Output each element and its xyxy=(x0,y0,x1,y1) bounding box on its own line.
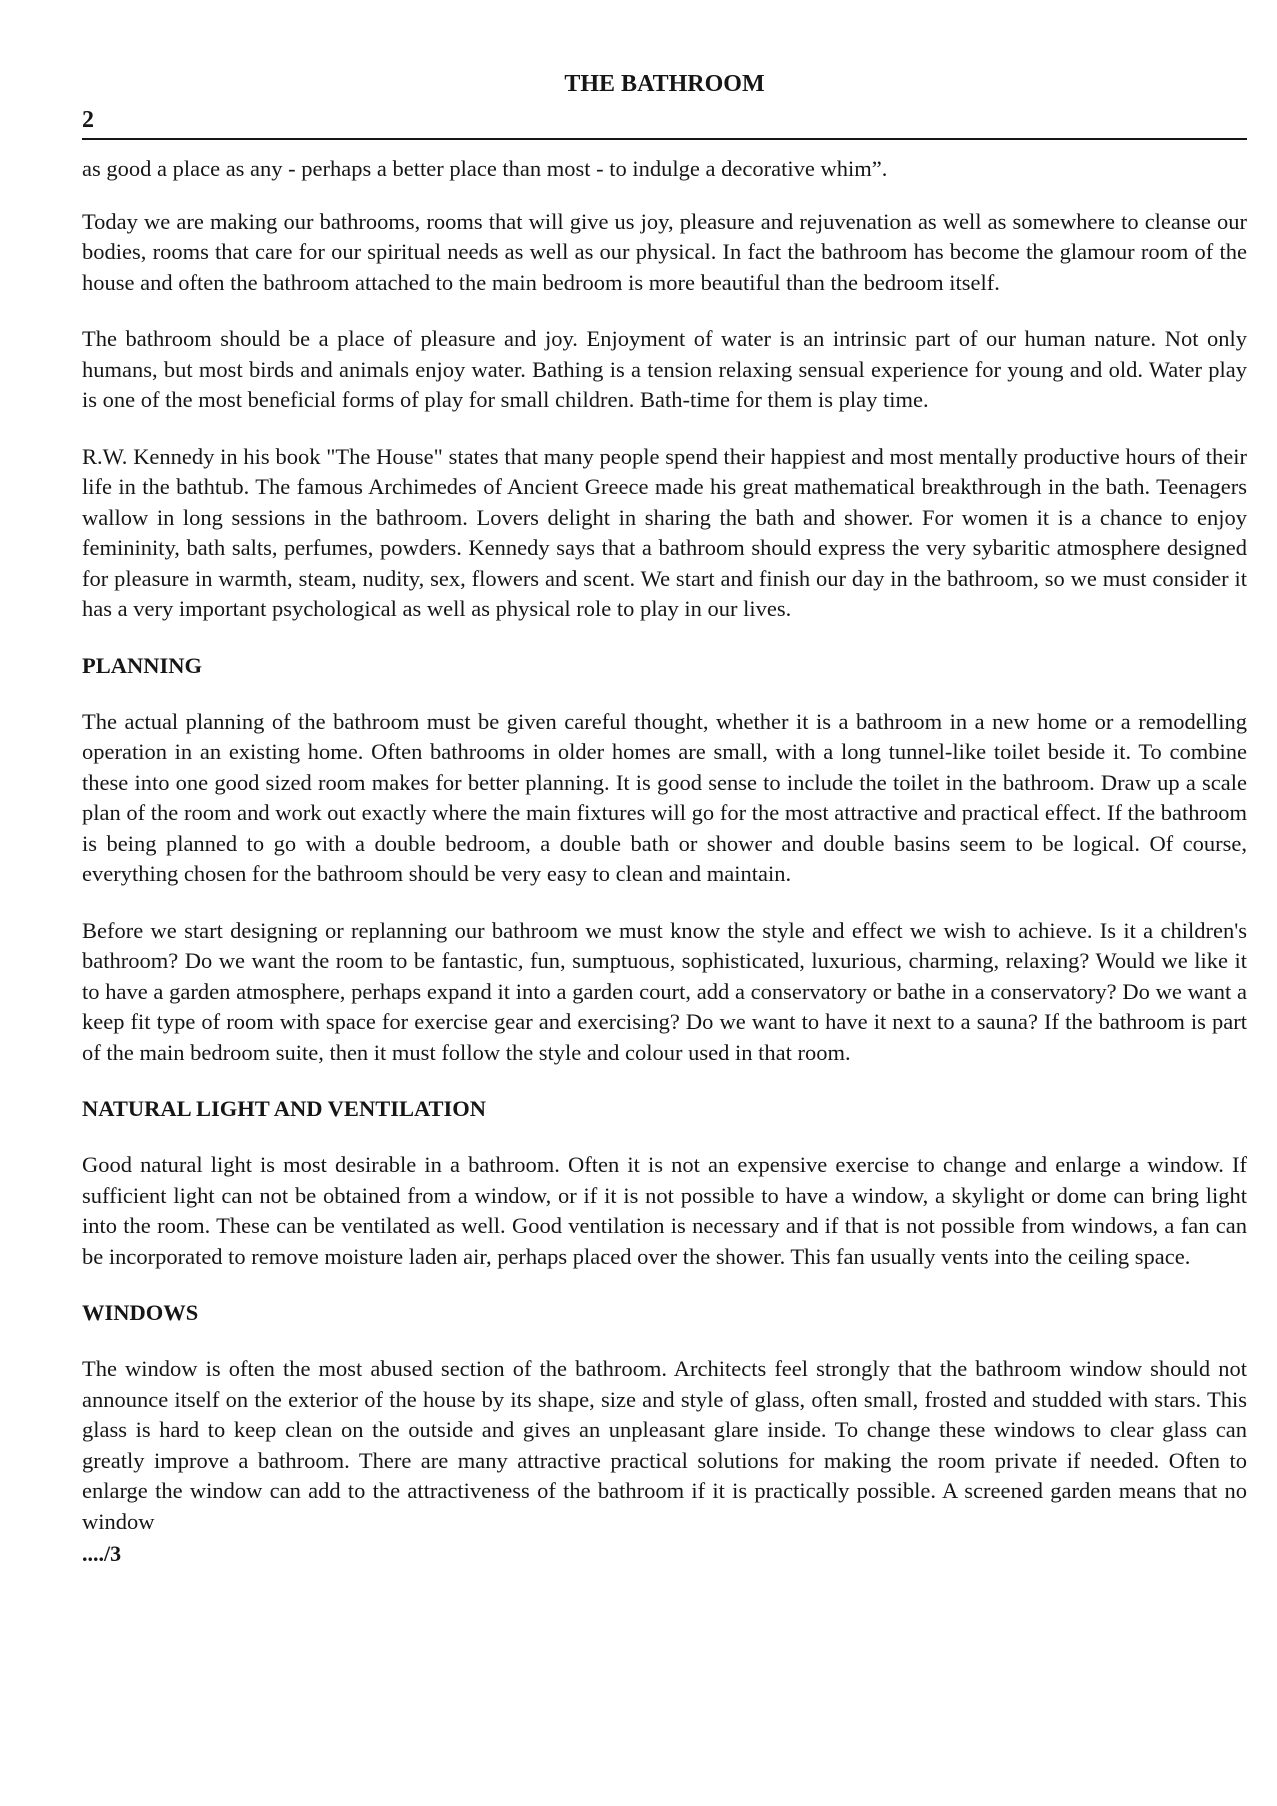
header-rule xyxy=(82,138,1247,140)
paragraph-kennedy: R.W. Kennedy in his book "The House" states that many people spend their happiest and most mentally productive hours of their life in the bathtub. The famous Archimedes of Ancient Greece made his great mathematical breakthrough in the bath. Teenagers wallow in long sessions in the bathroom. Lovers delight in sharing the bath and shower. For women it is a chance to enjoy femininity, bath salts, perfumes, powders. Kennedy says that a bathroom should express the very sybaritic atmosphere designed for pleasure in warmth, steam, nudity, sex, flowers and scent. We start and finish our day in the bathroom, so we must consider it has a very important psychological as well as physical role to play in our lives. xyxy=(82,443,1247,621)
paragraph-planning-1: The actual planning of the bathroom must be given careful thought, whether it is a bathroom in a new home or a remodelling operation in an existing home. Often bathrooms in older homes are small, with a long tunnel-like toilet beside it. To combine these into one good sized room makes for better planning. It is good sense to include the toilet in the bathroom. Draw up a scale plan of the room and work out exactly where the main fixtures will go for the most attractive and practical effect. If the bathroom is being planned to go with a double bedroom, a double bath or shower and double basins seem to be logical. Of course, everything chosen for the bathroom should be very easy to clean and maintain. xyxy=(82,708,1247,886)
paragraph-rooms-today: Today we are making our bathrooms, rooms that will give us joy, pleasure and rejuvenation as well as somewhere to cleanse our bodies, rooms that care for our spiritual needs as well as our physical. In fact the bathroom has become the glamour room of the house and often the bathroom attached to the main bedroom is more beautiful than the bedroom itself. xyxy=(82,208,1247,295)
page-number: 2 xyxy=(82,107,94,133)
continued-marker: ..../3 xyxy=(82,1541,122,1566)
heading-windows: WINDOWS xyxy=(82,1300,199,1325)
paragraph-pleasure-and-joy: The bathroom should be a place of pleasure and joy. Enjoyment of water is an intrinsic part of our human nature. Not only humans, but most birds and animals enjoy water. Bathing is a tension relaxing sensual experience for young and old. Water play is one of the most beneficial forms of play for small children. Bath-time for them is play time. xyxy=(82,326,1247,412)
paragraph-natural-light: Good natural light is most desirable in a bathroom. Often it is not an expensive exercise to change and enlarge a window. If sufficient light can not be obtained from a window, or if it is not possible to have a window, a skylight or dome can bring light into the room. These can be ventilated as well. Good ventilation is necessary and if that is not possible from windows, a fan can be incorporated to remove moisture laden air, perhaps placed over the shower. This fan usually vents into the ceiling space. xyxy=(82,1152,1247,1269)
heading-planning: PLANNING xyxy=(82,652,203,678)
running-title: THE BATHROOM xyxy=(564,71,765,97)
paragraph-planning-2: Before we start designing or replanning our bathroom we must know the style and effect we wish to achieve. Is it a children's bathroom? Do we want the room to be fantastic, fun, sumptuous, sophisticated, luxurious, charming, relaxing? Would we like it to have a garden atmosphere, perhaps expand it into a garden court, add a conservatory or bathe in a conservatory? Do we want a keep fit type of room with space for exercise gear and exercising? Do we want to have it next to a sauna? If the bathroom is part of the main bedroom suite, then it must follow the style and colour used in that room. xyxy=(82,917,1247,1065)
document-page xyxy=(82,70,1247,1567)
paragraph-windows: The window is often the most abused section of the bathroom. Architects feel strongly that the bathroom window should not announce itself on the exterior of the house by its shape, size and style of glass, often small, frosted and studded with stars. This glass is hard to keep clean on the outside and gives an unpleasant glare inside. To change these windows to clear glass can greatly improve a bathroom. There are many attractive practical solutions for making the room private if needed. Often to enlarge the window can add to the attractiveness of the bathroom if it is practically possible. A screened garden means that no window xyxy=(82,1356,1247,1534)
heading-natural-light: NATURAL LIGHT AND VENTILATION xyxy=(82,1096,487,1121)
paragraph-continuation: as good a place as any - perhaps a better place than most - to indulge a decorative whim”. xyxy=(82,156,888,181)
